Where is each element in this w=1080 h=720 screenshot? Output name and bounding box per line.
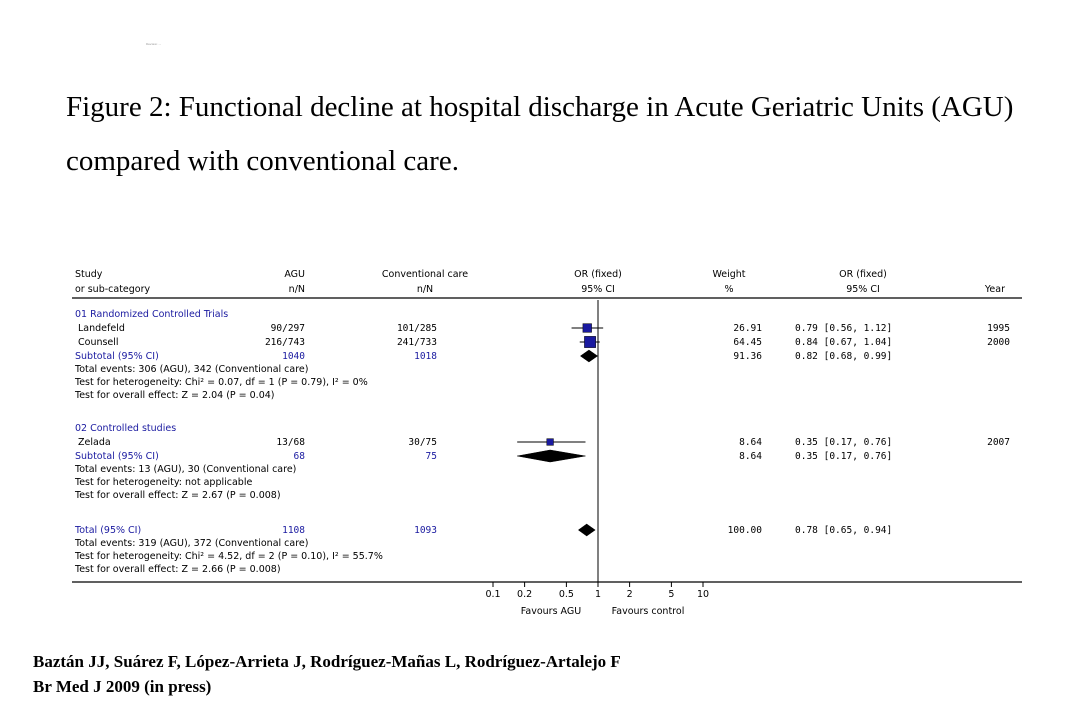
header-year: Year (984, 284, 1005, 295)
sub-or-ci: 0.35 [0.17, 0.76] (795, 451, 893, 462)
header-study: Study (75, 269, 103, 280)
header-or-right-ci: 95% CI (846, 284, 880, 295)
study-weight: 8.64 (739, 437, 762, 448)
total-label: Total (95% CI) (75, 525, 142, 536)
group-label-1: 01 Randomized Controlled Trials (75, 309, 229, 320)
subtotal-2-diamond (517, 450, 585, 462)
citation-journal: Br Med J 2009 (in press) (33, 677, 212, 696)
group-label-2: 02 Controlled studies (75, 423, 177, 434)
study-landefeld-name: Landefeld (78, 323, 125, 334)
sub-weight: 91.36 (733, 351, 762, 362)
sub-agu: 1040 (282, 351, 305, 362)
header-agu-sub: n/N (288, 284, 305, 295)
total-note-3: Test for overall effect: Z = 2.66 (P = 0.008) (75, 564, 281, 575)
total-note-2: Test for heterogeneity: Chi² = 4.52, df = 2 (P = 0.10), I² = 55.7% (75, 551, 383, 562)
group-1-note-3: Test for overall effect: Z = 2.04 (P = 0.04) (75, 390, 275, 401)
figure-title-line-1: Figure 2: Functional decline at hospital discharge in Acute Geriatric Units (AGU) (66, 91, 1014, 123)
sub-or-ci: 0.78 [0.65, 0.94] (795, 525, 893, 536)
study-counsell-or-square (584, 336, 595, 347)
header-or-right: OR (fixed) (839, 269, 887, 280)
citation (33, 649, 621, 699)
x-tick-label-0.1: 0.1 (485, 589, 501, 600)
subtotal-1-label: Subtotal (95% CI) (75, 351, 159, 362)
x-tick-label-1: 1 (594, 589, 602, 600)
group-2-note-1: Total events: 13 (AGU), 30 (Conventional care) (75, 464, 297, 475)
x-tick-label-10: 10 (696, 589, 710, 600)
study-agu: 13/68 (276, 437, 305, 448)
sub-conventional: 75 (425, 451, 437, 462)
study-landefeld-or-square (583, 324, 592, 333)
study-zelada-or-square (547, 439, 554, 446)
study-zelada-name: Zelada (78, 437, 111, 448)
subtotal-1-diamond (580, 350, 597, 362)
subtotal-2-label: Subtotal (95% CI) (75, 451, 159, 462)
group-2-note-3: Test for overall effect: Z = 2.67 (P = 0.008) (75, 490, 281, 501)
sub-or-ci: 0.82 [0.68, 0.99] (795, 351, 893, 362)
x-tick-label-0.5: 0.5 (558, 589, 574, 600)
figure-title-line-2: compared with conventional care. (66, 145, 459, 177)
study-or-ci: 0.84 [0.67, 1.04] (795, 337, 893, 348)
citation-authors: Baztán JJ, Suárez F, López-Arrieta J, Rodríguez-Mañas L, Rodríguez-Artalejo F (33, 652, 621, 671)
study-zelada-year: 2007 (987, 437, 1010, 448)
x-tick-label-5: 5 (668, 589, 675, 600)
sub-conventional: 1018 (414, 351, 437, 362)
header-or: OR (fixed) (574, 269, 622, 280)
group-2-note-2: Test for heterogeneity: not applicable (75, 477, 253, 488)
study-or-ci: 0.79 [0.56, 1.12] (795, 323, 893, 334)
total-note-1: Total events: 319 (AGU), 372 (Conventional care) (75, 538, 309, 549)
header-or-ci: 95% CI (581, 284, 615, 295)
x-label-favours-agu: Favours AGU (520, 606, 582, 617)
study-conventional: 30/75 (408, 437, 437, 448)
total-diamond (578, 524, 595, 536)
header-weight: Weight (712, 269, 746, 280)
group-1-note-2: Test for heterogeneity: Chi² = 0.07, df = 1 (P = 0.79), I² = 0% (75, 377, 368, 388)
sub-conventional: 1093 (414, 525, 437, 536)
study-counsell-name: Counsell (78, 337, 119, 348)
study-agu: 90/297 (270, 323, 305, 334)
header-conventional: Conventional care (381, 269, 469, 280)
watermark-text: Review: ... (146, 42, 162, 46)
study-agu: 216/743 (264, 337, 305, 348)
study-conventional: 101/285 (396, 323, 437, 334)
x-tick-label-2: 2 (626, 589, 633, 600)
sub-weight: 8.64 (739, 451, 762, 462)
study-counsell-year: 2000 (987, 337, 1010, 348)
group-1-note-1: Total events: 306 (AGU), 342 (Conventional care) (75, 364, 309, 375)
header-study-sub: or sub-category (75, 284, 151, 295)
header-weight-unit: % (724, 284, 734, 295)
x-label-favours-control: Favours control (611, 606, 685, 617)
study-conventional: 241/733 (396, 337, 437, 348)
study-or-ci: 0.35 [0.17, 0.76] (795, 437, 893, 448)
sub-agu: 1108 (282, 525, 305, 536)
sub-weight: 100.00 (727, 525, 762, 536)
study-landefeld-year: 1995 (987, 323, 1010, 334)
study-weight: 26.91 (733, 323, 762, 334)
header-conventional-sub: n/N (416, 284, 434, 295)
sub-agu: 68 (293, 451, 305, 462)
study-weight: 64.45 (733, 337, 762, 348)
header-agu: AGU (284, 269, 305, 280)
x-tick-label-0.2: 0.2 (517, 589, 533, 600)
